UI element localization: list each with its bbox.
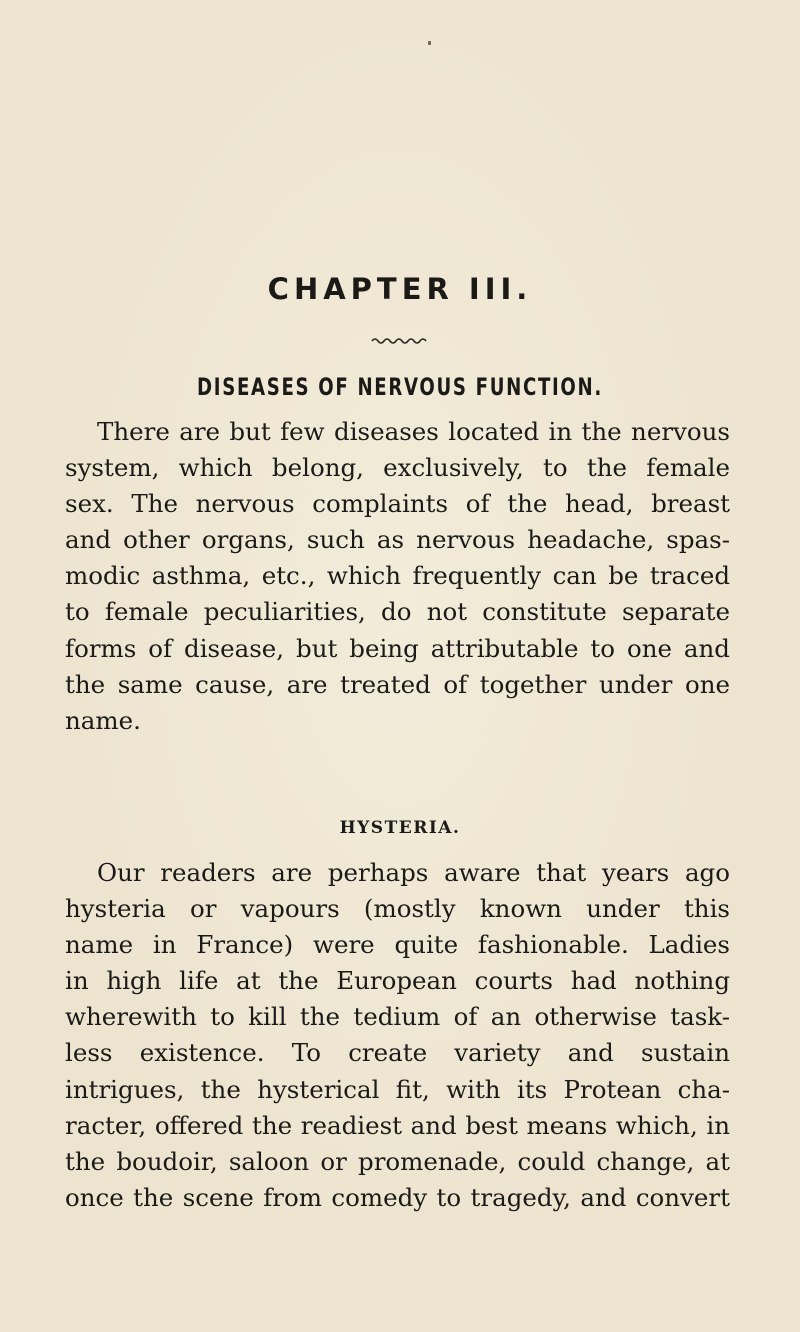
text-line: modic asthma, etc., which frequently can be traced <box>65 561 730 591</box>
text-line: intrigues, the hysterical fit, with its Protean cha- <box>65 1074 730 1104</box>
text-line: wherewith to kill the tedium of an otherwise task- <box>65 1002 730 1032</box>
text-line: forms of disease, but being attributable to one and <box>65 633 730 663</box>
text-line: name. <box>65 705 141 735</box>
text-line: less existence. To create variety and sustain <box>65 1038 730 1068</box>
text-line: hysteria or vapours (mostly known under this <box>65 894 730 924</box>
text-line: There are but few diseases located in the nervous <box>97 417 730 446</box>
text-line: once the scene from comedy to tragedy, and convert <box>65 1182 730 1212</box>
text-line: racter, offered the readiest and best means which, in <box>65 1110 730 1140</box>
text-line: in high life at the European courts had nothing <box>65 966 730 996</box>
subsection-title: HYSTERIA. <box>339 818 461 838</box>
wavy-rule-ornament <box>370 336 430 346</box>
chapter-title: CHAPTER III. <box>267 272 533 306</box>
text-line: the same cause, are treated of together under one <box>65 669 730 699</box>
text-line: name in France) were quite fashionable. Ladies <box>65 930 730 960</box>
text-line: Our readers are perhaps aware that years ago <box>97 858 730 887</box>
text-line: sex. The nervous complaints of the head, breast <box>65 489 730 519</box>
text-line: to female peculiarities, do not constitute separate <box>65 597 730 627</box>
ink-speck <box>428 41 431 45</box>
text-line: the boudoir, saloon or promenade, could change, at <box>65 1146 730 1176</box>
section-title: DISEASES OF NERVOUS FUNCTION. <box>197 373 603 401</box>
text-line: system, which belong, exclusively, to the female <box>65 453 730 483</box>
text-line: and other organs, such as nervous headache, spas- <box>65 525 730 555</box>
paragraph-hysteria <box>65 855 730 1216</box>
paragraph-intro <box>65 414 730 739</box>
